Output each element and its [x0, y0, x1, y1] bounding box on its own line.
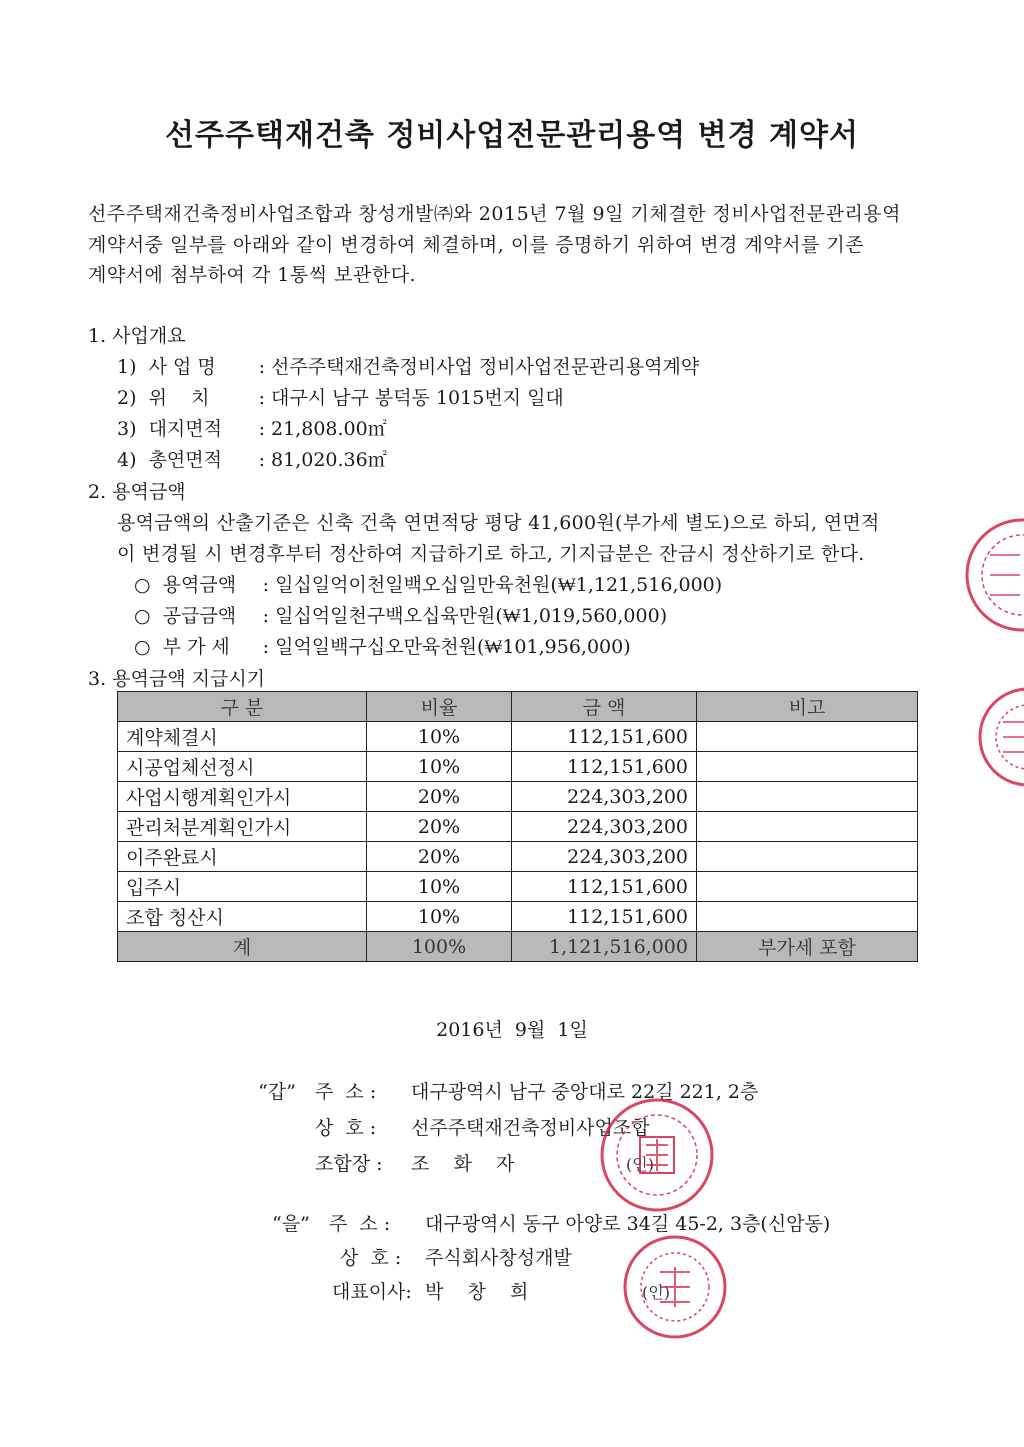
table-total-row [118, 932, 918, 962]
bullet-mark: ○ [134, 605, 151, 627]
table-row [118, 872, 918, 902]
cell-note [697, 902, 918, 932]
bullet-mark: ○ [134, 636, 151, 658]
item-value: 81,020.36㎡ [271, 449, 387, 471]
cell-ratio: 10% [367, 722, 512, 752]
party-b-address-label: 주 소 : [329, 1213, 391, 1235]
cell-ratio: 20% [367, 782, 512, 812]
item-number: 4) [117, 449, 137, 471]
payment-schedule-table [117, 691, 918, 962]
cell-category: 계약체결시 [118, 722, 367, 752]
item-value: 선주주택재건축정비사업 정비사업전문관리용역계약 [271, 356, 700, 378]
item-number: 1) [117, 356, 137, 378]
section2-body-line-2: 이 변경될 시 변경후부터 정산하여 지급하기로 하고, 기지급분은 잔금시 정산하기로 한다. [117, 543, 865, 565]
bullet-value: 일십억일천구백오십육만원(₩1,019,560,000) [275, 605, 668, 627]
table-row [118, 722, 918, 752]
cell-ratio: 10% [367, 752, 512, 782]
section1-item-4: 4) 총연면적 : 81,020.36㎡ [117, 445, 387, 472]
table-row [118, 902, 918, 932]
cell-amount: 112,151,600 [512, 752, 697, 782]
party-b-tag: “을” [272, 1213, 310, 1235]
cell-ratio: 20% [367, 842, 512, 872]
intro-line-2: 계약서중 일부를 아래와 같이 변경하여 체결하며, 이를 증명하기 위하여 변경 계약서를 기존 [88, 234, 865, 256]
party-a-rep-label: 조합장 : [315, 1153, 383, 1175]
party-a-tag: “갑” [258, 1081, 296, 1103]
table-row [118, 782, 918, 812]
total-note: 부가세 포함 [697, 932, 918, 962]
party-b-name: 주식회사창성개발 [425, 1247, 572, 1269]
cell-ratio: 20% [367, 812, 512, 842]
intro-line-1: 선주주택재건축정비사업조합과 창성개발㈜와 2015년 7월 9일 기체결한 정비사업전문관리용역 [88, 203, 902, 225]
margin-stamp-top-icon [960, 510, 1024, 640]
cell-amount: 112,151,600 [512, 722, 697, 752]
bullet-value: 일억일백구십오만육천원(₩101,956,000) [275, 636, 631, 658]
cell-amount: 112,151,600 [512, 872, 697, 902]
item-number: 3) [117, 418, 137, 440]
table-row [118, 752, 918, 782]
total-ratio: 100% [367, 932, 512, 962]
bullet-mark: ○ [134, 574, 151, 596]
party-b-rep: 박 창 희 [425, 1281, 529, 1303]
cell-category: 이주완료시 [118, 842, 367, 872]
cell-amount: 224,303,200 [512, 782, 697, 812]
cell-note [697, 872, 918, 902]
intro-line-3: 계약서에 첨부하여 각 1통씩 보관한다. [88, 264, 417, 286]
document-title: 선주주택재건축 정비사업전문관리용역 변경 계약서 [165, 118, 859, 153]
cell-note [697, 722, 918, 752]
header-category: 구 분 [118, 692, 367, 722]
cell-note [697, 842, 918, 872]
header-amount: 금 액 [512, 692, 697, 722]
fee-bullet-vat: ○ 부 가 세 : 일억일백구십오만육천원(₩101,956,000) [134, 632, 631, 659]
party-b-stamp-icon [620, 1232, 730, 1342]
cell-ratio: 10% [367, 902, 512, 932]
cell-category: 사업시행계획인가시 [118, 782, 367, 812]
section1-item-3: 3) 대지면적 : 21,808.00㎡ [117, 414, 387, 441]
item-label: 사 업 명 [148, 356, 216, 378]
header-ratio: 비율 [367, 692, 512, 722]
table-header-row [118, 692, 918, 722]
party-a-name: 선주주택재건축정비사업조합 [411, 1117, 650, 1139]
cell-category: 조합 청산시 [118, 902, 367, 932]
item-value: 대구시 남구 봉덕동 1015번지 일대 [271, 387, 564, 409]
cell-amount: 224,303,200 [512, 812, 697, 842]
item-label: 총연면적 [148, 449, 222, 471]
cell-amount: 112,151,600 [512, 902, 697, 932]
table-row [118, 812, 918, 842]
bullet-label: 공급금액 [162, 605, 237, 627]
cell-note [697, 812, 918, 842]
item-value: 21,808.00㎡ [271, 418, 387, 440]
fee-bullet-supply: ○ 공급금액 : 일십억일천구백오십육만원(₩1,019,560,000) [134, 601, 667, 628]
table-row [118, 842, 918, 872]
party-b-address: 대구광역시 동구 아양로 34길 45-2, 3층(신암동) [425, 1213, 831, 1235]
cell-note [697, 782, 918, 812]
party-a-address-label: 주 소 : [315, 1081, 377, 1103]
party-a-address: 대구광역시 남구 중앙대로 22길 221, 2층 [411, 1081, 759, 1103]
section1-heading: 1. 사업개요 [88, 325, 186, 347]
cell-category: 입주시 [118, 872, 367, 902]
bullet-label: 용역금액 [162, 574, 237, 596]
item-label: 위 치 [148, 387, 210, 409]
total-amount: 1,121,516,000 [512, 932, 697, 962]
cell-amount: 224,303,200 [512, 842, 697, 872]
item-label: 대지면적 [148, 418, 222, 440]
party-a-name-label: 상 호 : [315, 1117, 377, 1139]
cell-note [697, 752, 918, 782]
cell-ratio: 10% [367, 872, 512, 902]
fee-bullet-total: ○ 용역금액 : 일십일억이천일백오십일만육천원(₩1,121,516,000) [134, 570, 722, 597]
section2-heading: 2. 용역금액 [88, 481, 186, 503]
margin-stamp-bottom-icon [978, 682, 1024, 792]
section1-item-2: 2) 위 치 : 대구시 남구 봉덕동 1015번지 일대 [117, 383, 564, 410]
section2-body-line-1: 용역금액의 산출기준은 신축 건축 연면적당 평당 41,600원(부가세 별도)으로 하되, 연면적 [117, 512, 880, 534]
party-b-rep-label: 대표이사: [332, 1281, 412, 1303]
party-a-seal-mark: (인) [626, 1155, 654, 1174]
cell-category: 관리처분계획인가시 [118, 812, 367, 842]
cell-category: 시공업체선정시 [118, 752, 367, 782]
total-label: 계 [118, 932, 367, 962]
party-b-name-label: 상 호 : [340, 1247, 402, 1269]
bullet-value: 일십일억이천일백오십일만육천원(₩1,121,516,000) [275, 574, 723, 596]
party-a-rep: 조 화 자 [411, 1153, 515, 1175]
item-number: 2) [117, 387, 137, 409]
section1-item-1: 1) 사 업 명 : 선주주택재건축정비사업 정비사업전문관리용역계약 [117, 352, 699, 379]
header-note: 비고 [697, 692, 918, 722]
party-b-seal-mark: (인) [642, 1283, 670, 1302]
bullet-label: 부 가 세 [162, 636, 230, 658]
contract-date: 2016년 9월 1일 [436, 1019, 588, 1041]
section3-heading: 3. 용역금액 지급시기 [88, 668, 266, 690]
party-a-stamp-icon [572, 1095, 722, 1215]
